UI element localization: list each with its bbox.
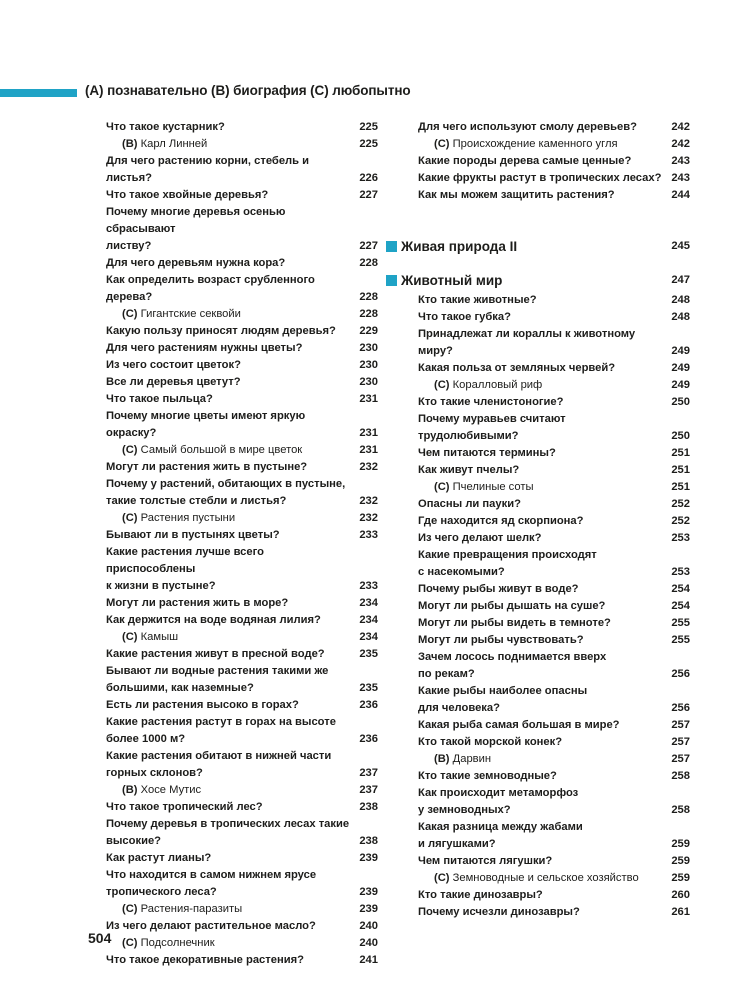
toc-entry-title: Для чего деревьям нужна кора?	[106, 257, 286, 269]
toc-entry-page: 260	[671, 889, 690, 901]
toc-entry-title: Есть ли растения высоко в горах?	[106, 699, 299, 711]
toc-entry[interactable]	[106, 544, 378, 578]
toc-entry-page: 236	[359, 733, 378, 745]
toc-entry-page: 261	[671, 906, 690, 918]
toc-entry-title: миру?	[418, 345, 453, 357]
toc-entry[interactable]	[386, 768, 690, 785]
toc-entry-title: Что такое тропический лес?	[106, 801, 263, 813]
toc-entry-title: Бывают ли в пустынях цветы?	[106, 529, 280, 541]
toc-entry[interactable]	[386, 187, 690, 204]
toc-entry[interactable]	[106, 731, 378, 748]
toc-entry[interactable]	[386, 394, 690, 411]
toc-entry-page: 257	[671, 753, 690, 765]
toc-entry-title: Из чего делают шелк?	[418, 532, 542, 544]
toc-sub-entry[interactable]	[386, 479, 690, 496]
toc-entry-page: 250	[671, 396, 690, 408]
toc-entry[interactable]	[106, 425, 378, 442]
toc-entry-page: 243	[671, 155, 690, 167]
toc-entry-title: Какие рыбы наиболее опасны	[418, 685, 588, 697]
toc-entry-page: 252	[671, 515, 690, 527]
toc-entry-title: и лягушками?	[418, 838, 496, 850]
toc-entry-title: Какие растения обитают в нижней части	[106, 750, 332, 762]
toc-entry-subtitle: Самый большой в мире цветок	[140, 444, 303, 456]
toc-entry-page: 256	[671, 702, 690, 714]
toc-entry-page: 232	[359, 461, 378, 473]
toc-sub-entry[interactable]	[106, 510, 378, 527]
toc-entry[interactable]	[386, 445, 690, 462]
toc-entry-title	[418, 751, 668, 768]
toc-entry-title: к жизни в пустыне?	[106, 580, 216, 592]
toc-entry-title: Все ли деревья цветут?	[106, 376, 241, 388]
toc-entry[interactable]	[106, 714, 378, 731]
toc-entry-subtitle: Карл Линней	[140, 138, 208, 150]
toc-entry[interactable]	[106, 748, 378, 765]
toc-entry-marker: (C)	[434, 138, 450, 150]
section-title: Животный мир	[386, 273, 502, 288]
toc-entry-title: Какая рыба самая большая в мире?	[418, 719, 620, 731]
toc-entry[interactable]	[106, 119, 378, 136]
toc-entry-title: трудолюбивыми?	[418, 430, 519, 442]
section-heading-live-nature[interactable]	[386, 234, 690, 258]
toc-sub-entry[interactable]	[386, 136, 690, 153]
toc-entry-page: 249	[671, 379, 690, 391]
toc-entry-title: Для чего растениям нужны цветы?	[106, 342, 303, 354]
toc-entry-page: 240	[359, 920, 378, 932]
toc-entry[interactable]	[106, 357, 378, 374]
toc-entry-page: 253	[671, 566, 690, 578]
header-accent-bar	[0, 89, 77, 97]
toc-entry-title: Как определить возраст срубленного	[106, 274, 315, 286]
toc-entry[interactable]	[386, 819, 690, 836]
toc-entry-title	[106, 306, 356, 323]
toc-entry-title: такие толстые стебли и листья?	[106, 495, 287, 507]
toc-entry[interactable]	[386, 547, 690, 564]
toc-entry-title: для человека?	[418, 702, 500, 714]
toc-entry-page: 225	[359, 121, 378, 133]
toc-entry-page: 259	[671, 872, 690, 884]
toc-entry-page: 258	[671, 804, 690, 816]
toc-entry-page: 233	[359, 580, 378, 592]
toc-entry[interactable]	[106, 238, 378, 255]
toc-entry-page: 253	[671, 532, 690, 544]
section-page-number: 245	[671, 240, 690, 252]
toc-sub-entry[interactable]	[106, 136, 378, 153]
toc-entry-page: 234	[359, 631, 378, 643]
toc-entry-title: Как растут лианы?	[106, 852, 212, 864]
toc-entry-subtitle: Хосе Мутис	[140, 784, 202, 796]
toc-entry[interactable]	[386, 170, 690, 187]
toc-entry-title: Почему муравьев считают	[418, 413, 566, 425]
toc-entry-page: 235	[359, 682, 378, 694]
toc-entry[interactable]	[106, 323, 378, 340]
toc-entry-title: Какие растения лучше всего приспособлены	[106, 546, 264, 575]
toc-entry[interactable]	[386, 683, 690, 700]
toc-entry-title	[106, 629, 356, 646]
section-page-number: 247	[671, 274, 690, 286]
toc-entry-title: Чем питаются лягушки?	[418, 855, 553, 867]
header-legend: (A) познавательно (B) биография (C) любопытно	[85, 83, 411, 98]
toc-sub-entry[interactable]	[106, 442, 378, 459]
toc-entry-marker: (C)	[122, 512, 138, 524]
toc-entry[interactable]	[106, 663, 378, 680]
toc-entry-page: 249	[671, 362, 690, 374]
toc-entry[interactable]	[386, 513, 690, 530]
toc-entry[interactable]	[106, 459, 378, 476]
toc-entry-page: 228	[359, 291, 378, 303]
toc-entry[interactable]	[386, 309, 690, 326]
toc-entry[interactable]	[386, 598, 690, 615]
toc-entry-page: 242	[671, 138, 690, 150]
toc-entry-title: Чем питаются термины?	[418, 447, 556, 459]
toc-right-bottom-list	[386, 292, 690, 921]
toc-entry-title	[106, 935, 356, 952]
toc-entry-page: 242	[671, 121, 690, 133]
toc-entry-title: Почему деревья в тропических лесах такие	[106, 818, 350, 830]
toc-entry[interactable]	[106, 612, 378, 629]
toc-entry-page: 232	[359, 495, 378, 507]
toc-entry-page: 249	[671, 345, 690, 357]
toc-entry-page: 227	[359, 240, 378, 252]
toc-entry[interactable]	[106, 527, 378, 544]
toc-entry-marker: (B)	[434, 753, 450, 765]
toc-sub-entry[interactable]	[106, 629, 378, 646]
toc-entry-title: листву?	[106, 240, 152, 252]
toc-entry[interactable]	[386, 462, 690, 479]
toc-entry-title: Какую пользу приносят людям деревья?	[106, 325, 336, 337]
toc-entry-page: 226	[359, 172, 378, 184]
toc-entry-title	[106, 782, 356, 799]
toc-entry-title	[418, 377, 668, 394]
toc-entry-title: горных склонов?	[106, 767, 203, 779]
toc-entry[interactable]	[386, 785, 690, 802]
toc-entry-page: 228	[359, 308, 378, 320]
toc-entry[interactable]	[386, 119, 690, 136]
toc-entry-title	[106, 901, 356, 918]
toc-entry[interactable]	[386, 887, 690, 904]
section-heading-animal-world[interactable]	[386, 268, 690, 292]
toc-entry-title: Могут ли рыбы дышать на суше?	[418, 600, 606, 612]
toc-entry[interactable]	[106, 476, 378, 493]
toc-entry-title: Могут ли рыбы видеть в темноте?	[418, 617, 611, 629]
toc-entry-page: 240	[359, 937, 378, 949]
toc-sub-entry[interactable]	[386, 870, 690, 887]
toc-entry-title: Какие растения живут в пресной воде?	[106, 648, 325, 660]
toc-entry-title: Могут ли растения жить в море?	[106, 597, 289, 609]
toc-entry-page: 255	[671, 634, 690, 646]
section-square-icon	[386, 241, 397, 252]
toc-entry[interactable]	[386, 428, 690, 445]
toc-entry-title	[418, 479, 668, 496]
toc-entry[interactable]	[106, 850, 378, 867]
toc-entry-title	[418, 870, 668, 887]
toc-entry-subtitle: Растения-паразиты	[140, 903, 243, 915]
toc-entry[interactable]	[386, 700, 690, 717]
toc-entry-title: Могут ли рыбы чувствовать?	[418, 634, 584, 646]
toc-entry-marker: (C)	[122, 903, 138, 915]
toc-sub-entry[interactable]	[106, 901, 378, 918]
toc-entry[interactable]	[386, 153, 690, 170]
toc-entry-page: 236	[359, 699, 378, 711]
toc-entry-title: Для чего используют смолу деревьев?	[418, 121, 637, 133]
toc-entry[interactable]	[386, 802, 690, 819]
toc-entry[interactable]	[106, 493, 378, 510]
toc-entry-title: Почему рыбы живут в воде?	[418, 583, 579, 595]
toc-entry[interactable]	[106, 255, 378, 272]
toc-entry-title: Какие растения растут в горах на высоте	[106, 716, 336, 728]
toc-entry-page: 230	[359, 342, 378, 354]
toc-entry[interactable]	[106, 272, 378, 289]
section-title: Живая природа II	[386, 239, 517, 254]
toc-entry-page: 234	[359, 597, 378, 609]
toc-entry[interactable]	[106, 340, 378, 357]
toc-entry[interactable]	[386, 615, 690, 632]
toc-entry-page: 232	[359, 512, 378, 524]
toc-entry-title: Кто такие динозавры?	[418, 889, 543, 901]
toc-entry[interactable]	[106, 391, 378, 408]
toc-entry-title: Что такое декоративные растения?	[106, 954, 304, 966]
toc-entry-title: у земноводных?	[418, 804, 511, 816]
toc-entry-marker: (C)	[434, 481, 450, 493]
toc-entry-page: 243	[671, 172, 690, 184]
toc-entry-page: 225	[359, 138, 378, 150]
toc-entry-title: Зачем лосось поднимается вверх	[418, 651, 607, 663]
toc-entry-title: высокие?	[106, 835, 162, 847]
toc-entry[interactable]	[106, 833, 378, 850]
toc-entry-page: 239	[359, 903, 378, 915]
toc-entry-title: Почему у растений, обитающих в пустыне,	[106, 478, 346, 490]
toc-entry-title: Принадлежат ли кораллы к животному	[418, 328, 636, 340]
toc-entry[interactable]	[106, 680, 378, 697]
toc-entry-title: тропического леса?	[106, 886, 217, 898]
toc-entry-title: Как происходит метаморфоз	[418, 787, 579, 799]
toc-entry-page: 238	[359, 835, 378, 847]
toc-entry-page: 258	[671, 770, 690, 782]
toc-entry-title: Какие фрукты растут в тропических лесах?	[418, 172, 662, 184]
toc-entry[interactable]	[386, 836, 690, 853]
toc-entry-page: 239	[359, 852, 378, 864]
toc-entry-marker: (C)	[122, 444, 138, 456]
toc-entry-page: 259	[671, 855, 690, 867]
toc-sub-entry[interactable]	[106, 306, 378, 323]
toc-entry-title: Какие превращения происходят	[418, 549, 597, 561]
toc-entry-title: Кто такие животные?	[418, 294, 537, 306]
toc-entry-title: окраску?	[106, 427, 157, 439]
toc-entry-title: Что такое хвойные деревья?	[106, 189, 269, 201]
toc-entry[interactable]	[106, 153, 378, 187]
toc-entry-page: 256	[671, 668, 690, 680]
toc-entry-subtitle: Земноводные и сельское хозяйство	[452, 872, 639, 884]
toc-entry-page: 237	[359, 784, 378, 796]
toc-entry[interactable]	[106, 187, 378, 204]
toc-entry-page: 239	[359, 886, 378, 898]
toc-entry-title: по рекам?	[418, 668, 475, 680]
toc-entry-title: Почему многие деревья осенью сбрасывают	[106, 206, 286, 235]
toc-entry[interactable]	[106, 408, 378, 425]
toc-entry[interactable]	[386, 717, 690, 734]
toc-entry-page: 251	[671, 481, 690, 493]
toc-entry-title: Могут ли растения жить в пустыне?	[106, 461, 308, 473]
toc-entry-title	[106, 510, 356, 527]
toc-entry[interactable]	[106, 816, 378, 833]
toc-entry-title: Опасны ли пауки?	[418, 498, 521, 510]
toc-entry-title: Что такое кустарник?	[106, 121, 225, 133]
toc-entry[interactable]	[106, 697, 378, 714]
toc-entry-subtitle: Происхождение каменного угля	[452, 138, 618, 150]
toc-entry-marker: (C)	[434, 379, 450, 391]
toc-entry[interactable]	[386, 666, 690, 683]
toc-entry-title: с насекомыми?	[418, 566, 505, 578]
toc-entry-page: 231	[359, 393, 378, 405]
toc-entry[interactable]	[386, 343, 690, 360]
toc-entry-page: 237	[359, 767, 378, 779]
toc-entry-subtitle: Дарвин	[452, 753, 492, 765]
toc-entry[interactable]	[106, 595, 378, 612]
toc-entry-page: 229	[359, 325, 378, 337]
toc-entry[interactable]	[106, 799, 378, 816]
toc-entry[interactable]	[386, 326, 690, 343]
toc-entry-title	[418, 136, 668, 153]
toc-entry-page: 250	[671, 430, 690, 442]
toc-entry-title: большими, как наземные?	[106, 682, 254, 694]
toc-entry[interactable]	[106, 918, 378, 935]
toc-entry-title	[106, 136, 356, 153]
page-number: 504	[88, 930, 112, 946]
toc-sub-entry[interactable]	[106, 782, 378, 799]
toc-entry[interactable]	[386, 496, 690, 513]
toc-entry-page: 257	[671, 719, 690, 731]
toc-entry-title: Где находится яд скорпиона?	[418, 515, 584, 527]
toc-entry-page: 257	[671, 736, 690, 748]
toc-sub-entry[interactable]	[106, 935, 378, 952]
toc-entry-subtitle: Коралловый риф	[452, 379, 543, 391]
toc-right-top-list	[386, 119, 690, 204]
toc-entry-page: 254	[671, 600, 690, 612]
toc-entry-page: 235	[359, 648, 378, 660]
toc-entry[interactable]	[386, 292, 690, 309]
toc-entry[interactable]	[386, 530, 690, 547]
toc-entry-subtitle: Гигантские секвойи	[140, 308, 241, 320]
toc-entry[interactable]	[106, 867, 378, 884]
toc-entry-page: 227	[359, 189, 378, 201]
toc-entry-marker: (B)	[122, 784, 138, 796]
toc-entry[interactable]	[106, 646, 378, 663]
toc-entry-title	[106, 442, 356, 459]
toc-entry[interactable]	[386, 411, 690, 428]
toc-entry[interactable]	[386, 632, 690, 649]
toc-entry-page: 241	[359, 954, 378, 966]
toc-entry-title: Какие породы дерева самые ценные?	[418, 155, 632, 167]
toc-entry-title: Как живут пчелы?	[418, 464, 520, 476]
toc-entry-page: 238	[359, 801, 378, 813]
toc-entry-page: 233	[359, 529, 378, 541]
toc-entry-page: 231	[359, 444, 378, 456]
toc-entry[interactable]	[106, 289, 378, 306]
toc-entry-page: 244	[671, 189, 690, 201]
toc-entry[interactable]	[106, 578, 378, 595]
toc-entry-title: Из чего делают растительное масло?	[106, 920, 316, 932]
toc-entry[interactable]	[386, 581, 690, 598]
toc-entry-page: 251	[671, 447, 690, 459]
toc-entry-title: Что находится в самом нижнем ярусе	[106, 869, 317, 881]
toc-entry[interactable]	[106, 374, 378, 391]
toc-entry-title: Как держится на воде водяная лилия?	[106, 614, 321, 626]
toc-entry-page: 248	[671, 311, 690, 323]
toc-entry-page: 231	[359, 427, 378, 439]
toc-entry-subtitle: Камыш	[140, 631, 179, 643]
toc-entry-page: 234	[359, 614, 378, 626]
toc-entry[interactable]	[106, 952, 378, 969]
toc-entry[interactable]	[386, 564, 690, 581]
toc-entry-page: 230	[359, 359, 378, 371]
toc-entry-title: Почему исчезли динозавры?	[418, 906, 580, 918]
toc-sub-entry[interactable]	[386, 751, 690, 768]
toc-entry-title: Для чего растению корни, стебель и листья?	[106, 155, 310, 184]
toc-right-column	[386, 119, 690, 921]
toc-entry-page: 230	[359, 376, 378, 388]
toc-entry-title: Из чего состоит цветок?	[106, 359, 241, 371]
toc-entry[interactable]	[386, 649, 690, 666]
toc-entry-marker: (C)	[122, 631, 138, 643]
toc-entry-title: Бывают ли водные растения такими же	[106, 665, 329, 677]
toc-entry[interactable]	[106, 884, 378, 901]
toc-entry[interactable]	[386, 360, 690, 377]
toc-entry-marker: (C)	[122, 937, 138, 949]
toc-entry-title: Кто такие земноводные?	[418, 770, 557, 782]
toc-entry-marker: (C)	[122, 308, 138, 320]
toc-entry-page: 251	[671, 464, 690, 476]
toc-entry-title: Кто такой морской конек?	[418, 736, 563, 748]
toc-sub-entry[interactable]	[386, 377, 690, 394]
toc-entry[interactable]	[106, 204, 378, 238]
toc-entry-page: 254	[671, 583, 690, 595]
section-square-icon	[386, 275, 397, 286]
toc-entry-marker: (C)	[434, 872, 450, 884]
toc-left-column	[106, 119, 378, 969]
toc-entry-title: более 1000 м?	[106, 733, 186, 745]
toc-entry[interactable]	[386, 853, 690, 870]
toc-entry[interactable]	[106, 765, 378, 782]
toc-entry-title: Какая разница между жабами	[418, 821, 583, 833]
toc-entry[interactable]	[386, 904, 690, 921]
toc-entry-title: Что такое пыльца?	[106, 393, 213, 405]
toc-entry-page: 252	[671, 498, 690, 510]
toc-entry-title: дерева?	[106, 291, 153, 303]
toc-entry-title: Кто такие членистоногие?	[418, 396, 564, 408]
toc-entry-title: Что такое губка?	[418, 311, 511, 323]
toc-entry-subtitle: Пчелиные соты	[452, 481, 534, 493]
toc-entry-subtitle: Подсолнечник	[140, 937, 215, 949]
toc-entry-marker: (B)	[122, 138, 138, 150]
toc-entry-page: 248	[671, 294, 690, 306]
toc-entry-page: 259	[671, 838, 690, 850]
toc-entry-title: Какая польза от земляных червей?	[418, 362, 616, 374]
toc-entry-title: Почему многие цветы имеют яркую	[106, 410, 306, 422]
toc-entry-page: 228	[359, 257, 378, 269]
toc-entry-subtitle: Растения пустыни	[140, 512, 236, 524]
toc-entry-page: 255	[671, 617, 690, 629]
toc-entry-title: Как мы можем защитить растения?	[418, 189, 615, 201]
toc-entry[interactable]	[386, 734, 690, 751]
